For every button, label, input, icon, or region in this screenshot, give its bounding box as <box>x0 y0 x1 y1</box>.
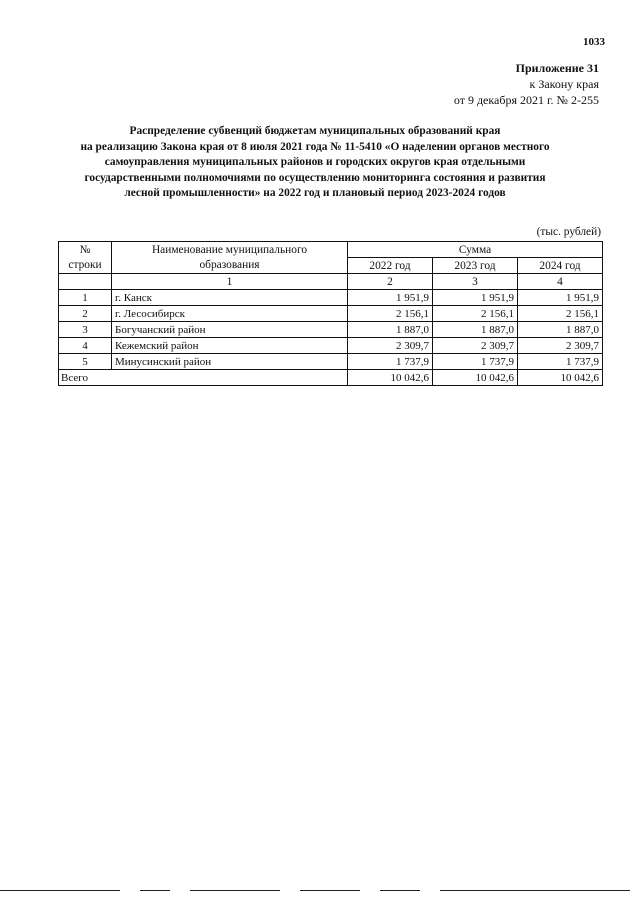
value-2022: 1 887,0 <box>348 322 433 338</box>
row-number: 5 <box>59 354 112 370</box>
sum-header: Сумма <box>348 242 603 258</box>
total-2024: 10 042,6 <box>518 370 603 386</box>
title-line: самоуправления муниципальных районов и городских округов края отдельными <box>104 156 526 169</box>
value-2023: 2 309,7 <box>433 338 518 354</box>
title-line: государственными полномочиями по осуществлению мониторинга состояния и развития <box>84 171 546 184</box>
table-row <box>59 354 603 370</box>
appendix-header <box>454 60 599 108</box>
footer-divider <box>0 890 120 891</box>
footer-divider <box>300 890 360 891</box>
table-row <box>59 306 603 322</box>
value-2023: 1 951,9 <box>433 290 518 306</box>
document-title <box>30 124 600 202</box>
total-label: Всего <box>59 370 348 386</box>
municipality-name: Кежемский район <box>112 338 348 354</box>
value-2024: 1 951,9 <box>518 290 603 306</box>
title-line: на реализацию Закона края от 8 июля 2021 года № 11-5410 «О наделении органов местного <box>80 140 550 153</box>
column-number: 3 <box>433 274 518 290</box>
value-2022: 2 156,1 <box>348 306 433 322</box>
row-number: 2 <box>59 306 112 322</box>
table-row <box>59 338 603 354</box>
value-2024: 2 156,1 <box>518 306 603 322</box>
value-2023: 1 737,9 <box>433 354 518 370</box>
total-2022: 10 042,6 <box>348 370 433 386</box>
subsidy-table <box>58 241 603 386</box>
appendix-law-reference: к Закону края <box>529 77 599 91</box>
value-2024: 1 887,0 <box>518 322 603 338</box>
value-2023: 2 156,1 <box>433 306 518 322</box>
row-number: 3 <box>59 322 112 338</box>
column-number: 1 <box>112 274 348 290</box>
year-header-2024: 2024 год <box>518 258 603 274</box>
column-number-row <box>59 274 603 290</box>
footer-divider <box>140 890 170 891</box>
municipality-name: г. Канск <box>112 290 348 306</box>
value-2022: 2 309,7 <box>348 338 433 354</box>
column-number: 2 <box>348 274 433 290</box>
column-number: 4 <box>518 274 603 290</box>
municipality-name: Минусинский район <box>112 354 348 370</box>
municipality-name: Богучанский район <box>112 322 348 338</box>
footer-divider <box>380 890 420 891</box>
table-header-row <box>59 242 603 258</box>
table-row <box>59 322 603 338</box>
appendix-law-date: от 9 декабря 2021 г. № 2-255 <box>453 93 599 107</box>
title-line: Распределение субвенций бюджетам муниципальных образований края <box>129 125 501 137</box>
title-line: лесной промышленности» на 2022 год и плановый период 2023-2024 годов <box>124 187 506 200</box>
row-number: 4 <box>59 338 112 354</box>
page-number: 1033 <box>583 36 605 48</box>
municipality-name: г. Лесосибирск <box>112 306 348 322</box>
appendix-title: Приложение 31 <box>515 61 599 75</box>
footer-divider <box>190 890 280 891</box>
value-2024: 2 309,7 <box>518 338 603 354</box>
value-2023: 1 887,0 <box>433 322 518 338</box>
value-2022: 1 737,9 <box>348 354 433 370</box>
total-row <box>59 370 603 386</box>
col-name-header: Наименование муниципального образования <box>112 242 348 274</box>
footer-divider <box>440 890 630 891</box>
table-row <box>59 290 603 306</box>
year-header-2023: 2023 год <box>433 258 518 274</box>
year-header-2022: 2022 год <box>348 258 433 274</box>
value-2024: 1 737,9 <box>518 354 603 370</box>
value-2022: 1 951,9 <box>348 290 433 306</box>
units-label: (тыс. рублей) <box>536 226 601 238</box>
total-2023: 10 042,6 <box>433 370 518 386</box>
row-number: 1 <box>59 290 112 306</box>
col-no-header: № строки <box>59 242 112 274</box>
